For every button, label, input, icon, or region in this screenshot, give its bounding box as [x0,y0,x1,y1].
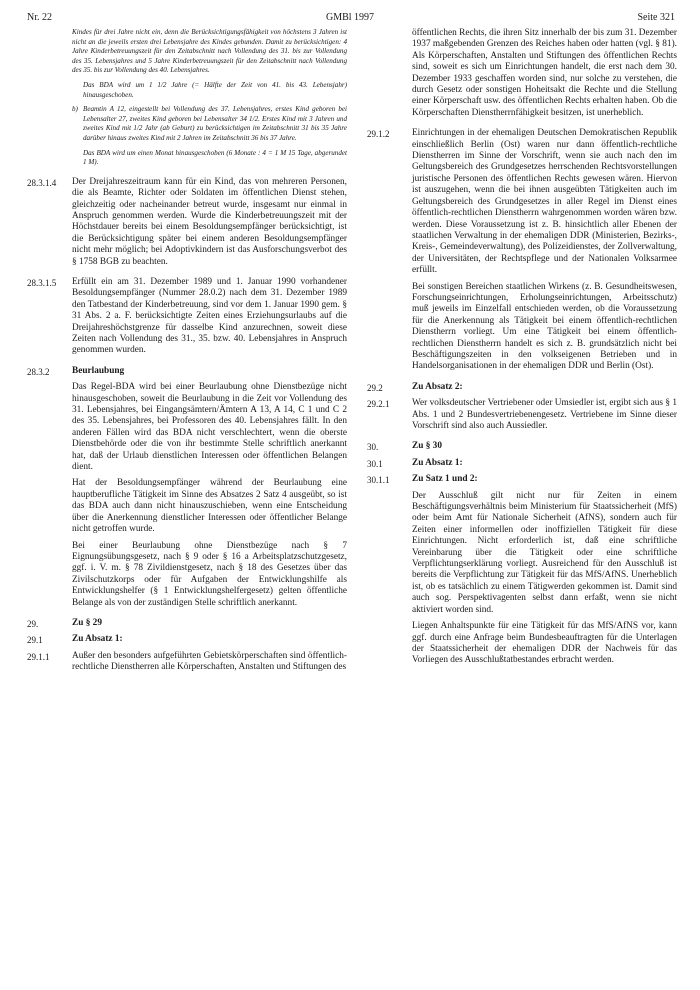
section-number: 28.3.1.4 [27,177,57,188]
section-number: 29.2.1 [367,399,390,410]
section-28-3-2 [27,366,347,614]
section-29-1-2 [367,128,677,378]
page-label: Seite 321 [637,12,675,23]
paragraph: Das Regel-BDA wird bei einer Beurlaubung ohne Dienstbezüge nicht hinausgeschoben, soweit die Beurlaubung in die Zeit vor Vollendung des 31. Lebensjahres, bei Eingangsämtern/Ämtern A 13, A 14, C 1 und C 2 des 35. Lebensjahres, bei Professoren des 40. Lebensjahres fällt. In den anderen Fällen wird das BDA nicht verschlechtert, wenn die oberste Dienstbehörde oder die von ihr bestimmte Stelle schriftlich anerkannt hat, daß der Urlaub dienstlichen Interessen oder öffentlichen Belangen dient. [72,382,347,473]
example-text: Beamtin A 12, eingestellt bei Vollendung des 37. Lebensjahres, erstes Kind geboren bei Lebensalter 27, zweites Kind geboren bei Lebensalter 34 1/2. Erstes Kind mit 3 Jahren und zweites Kind mit 1/2 Jahr (ab Geburt) zu berücksichtigen im Zeitabschnitt 31 bis 35 Jahre darüber hinaus zweites Kind mit 2 Jahren im Zeitabschnitt 36 bis 37 Jahre. [83,105,347,142]
section-29-1 [27,634,347,650]
section-30-1-1 [367,474,677,672]
section-text: Wer volksdeutscher Vertriebener oder Umsiedler ist, ergibt sich aus § 1 Abs. 1 und 2 Bundesvertriebenengesetz. Vertriebene im Sinne dieser Vorschrift sind also auch Aussiedler. [412,398,677,431]
section-number: 29. [27,618,39,629]
section-number: 30. [367,442,379,453]
section-heading: Zu Satz 1 und 2: [412,474,478,485]
section-text: Einrichtungen in der ehemaligen Deutschen Demokratischen Republik einschließlich Berlin (Ost) waren nur dann öffentlich-rechtliche Dienstherren im Sinne der Vorschrift, wenn sie auch nach den im Geltungsbereich des Grundgesetzes herrschenden Rechtsvorstellungen juristische Personen des öffentlichen Rechts gewesen wären. Hiervon ist auszugehen, wenn die bei ihnen ausgeübten Tätigkeiten auch im Geltungsbereich des Grundgesetzes in aller Regel im Dienst eines öffentlich-rechtlichen Dienstherrn wahrgenommen worden wären bzw. werden. Diese Voraussetzung ist z. B. hinsichtlich aller Ebenen der staatlichen Verwaltung in der ehemaligen DDR (Ministerien, Bezirks-, Kreis-, Gemeindeverwaltung), des Polizeidienstes, der Zollverwaltung, der Universitäten, der Rechtspflege und der Nationalen Volksarmee erfüllt. [412,128,677,276]
section-heading: Zu Absatz 2: [412,381,463,392]
right-column [367,28,677,672]
example-note: Kindes für drei Jahre nicht ein, denn die Berücksichtigungsfähigkeit von höchstens 3 Jahren ist nicht an die jeweils ersten drei Lebensjahre des Kindes gebunden. Damit zu berücksichtigen: 4 Jahre Kinderbetreuungszeit für den Zeitabschnitt nach Vollendung des 31. bis zur Vollendung des 35. Lebensjahres und 5 Jahre Kinderbetreuungszeit für den Zeitabschnitt nach Vollendung des 35. bis zur Vollendung des 40. Lebensjahres. [72,28,347,75]
section-29 [27,618,347,634]
section-text: Der Dreijahreszeitraum kann für ein Kind, das von mehreren Personen, die als Beamte, Richter oder Soldaten im öffentlichen Dienst stehen, gleichzeitig oder nacheinander betreut wurde, insgesamt nur einmal in Anspruch genommen werden. Wurde die Kinderbetreuungszeit mit der Höchstdauer bereits bei einem Besoldungsempfänger berücksichtigt, ist die Berücksichtigung später bei einem anderen Besoldungsempfänger nicht mehr möglich; bei Adoptivkindern ist das Ausforschungsverbot des § 1758 BGB zu beachten. [72,176,347,267]
paragraph: Liegen Anhaltspunkte für eine Tätigkeit für das MfS/AfNS vor, kann ggf. durch eine Anfrage beim Bundesbeauftragten für die Unterlagen der Staatssicherheit der ehemaligen DDR der Nachweis für das Vorliegen des Ausschlußtatbestandes erbracht werden. [412,621,677,666]
section-number: 28.3.2 [27,366,50,377]
section-number: 29.1 [27,635,43,646]
section-text: Erfüllt ein am 31. Dezember 1989 und 1. Januar 1990 vorhandener Besoldungsempfänger (Nummer 28.0.2) nach dem 31. Dezember 1989 den Tatbestand der Kinderbetreuung, sind vor dem 1. Januar 1990 gem. § 31 Abs. 2 a. F. berücksichtigte Zeiten eines Erziehungsurlaubs auf die Dreijahreshöchstgrenze für dasselbe Kind anzurechnen, soweit diese Zeiten nach Vollendung des 31., 35. bzw. 40. Lebensjahres in Anspruch genommen wurden. [72,276,347,356]
section-text: öffentlichen Rechts, die ihren Sitz innerhalb der bis zum 31. Dezember 1937 maßgebenden Grenzen des Reiches haben oder hatten (vgl. § 81). Als Körperschaften, Anstalten und Stiftungen des öffentlichen Rechts sind, soweit es sich um Einrichtungen handelt, die erst nach dem 30. Dezember 1933 geschaffen worden sind, nur solche zu verstehen, die durch Gesetz oder sonstigen Hoheitsakt die Rechte und die Stellung einer Körperschaft usw. des öffentlichen Rechts erhalten haben. Ob die Körperschaften Dienstherrnfähigkeit besitzen, ist unerheblich. [412,28,677,118]
section-heading: Zu § 30 [412,441,442,452]
section-29-1-1-continued [367,28,677,124]
example-note: Das BDA wird um einen Monat hinausgeschoben (6 Monate : 4 = 1 M 15 Tage, abgerundet 1 M). [83,148,347,167]
section-29-2-1 [367,398,677,437]
section-number: 29.1.2 [367,129,390,140]
section-30-1 [367,458,677,474]
section-30 [367,441,677,457]
section-number: 29.1.1 [27,651,50,662]
paragraph: Der Ausschluß gilt nicht nur für Zeiten in einem Beschäftigungsverhältnis beim Ministerium für Staatssicherheit (MfS) oder beim Amt für Nationale Sicherheit (AfNS), sondern auch für Zeiten einer informellen oder inoffiziellen Tätigkeit für diese Einrichtungen. Nicht erforderlich ist, daß eine schriftliche Vereinbarung über die Tätigkeit oder eine schriftliche Verpflichtungserklärung vorliegt. Ausreichend für den Ausschluß ist bereits die Verpflichtung zur Tätigkeit für das MfS/AfNS. Unerheblich ist, ob es tatsächlich zu einem Tätigwerden gekommen ist. Damit sind auch sog. Perspektivagenten selbst dann erfaßt, wenn sie nicht aktiviert worden sind. [412,490,677,615]
example-note: Das BDA wird um 1 1/2 Jahre (= Hälfte der Zeit von 41. bis 43. Lebensjahr) hinausgeschoben. [83,80,347,99]
section-28-3-1-5 [27,277,347,362]
section-text: Außer den besonders aufgeführten Gebietskörperschaften sind öffentlich-rechtliche Dienstherren alle Körperschaften, Anstalten und Stiftungen des [72,650,347,673]
paragraph: Bei sonstigen Bereichen staatlichen Wirkens (z. B. Gesundheitswesen, Forschungseinrichtungen, Erholungseinrichtungen, Arbeitsschutz) muß jeweils im Einzelfall entschieden werden, ob die Voraussetzung für die Anerkennung als Tätigkeit bei einem öffentlich-rechtlichen Dienstherrn vorliegt. Um eine Tätigkeit bei einem öffentlich-rechtlichen Dienstherrn handelt es sich z. B. grundsätzlich nicht bei Beschäftigungszeiten in den volkseigenen Betrieben und in Handelsorganisationen in der ehemaligen DDR und Berlin (Ost). [412,281,677,372]
section-heading: Zu Absatz 1: [72,634,123,645]
section-29-2 [367,382,677,398]
section-number: 30.1 [367,458,383,469]
section-number: 29.2 [367,382,383,393]
section-number: 28.3.1.5 [27,277,57,288]
section-heading: Beurlaubung [72,365,125,376]
paragraph: Bei einer Beurlaubung ohne Dienstbezüge nach § 7 Eignungsübungsgesetz, nach § 9 oder § 16 a Arbeitsplatzschutzgesetz, ggf. i. V. m. § 78 Zivildienstgesetz, nach § 18 des Gesetzes über das Zivilschutzkorps oder für Aufgaben der Entwicklungshilfe als Entwicklungshelfer (§ 1 Entwicklungshelfergesetz) gelten öffentliche Belange als von der zuständigen Stelle schriftlich anerkannt. [72,540,347,608]
section-28-3-1-4 [27,177,347,273]
example-label: b) [72,105,78,114]
section-number: 30.1.1 [367,475,390,486]
section-29-1-1 [27,651,347,679]
journal-title: GMBl 1997 [325,12,375,23]
section-heading: Zu § 29 [72,617,102,628]
page-number-label: Nr. 22 [27,12,52,23]
paragraph: Hat der Besoldungsempfänger während der Beurlaubung eine hauptberufliche Tätigkeit im Sinne des Absatzes 2 Satz 4 ausgeübt, so ist das BDA auch dann nicht hinauszuschieben, wenn eine Entscheidung über die Anerkennung dienstlicher Interessen oder öffentlicher Belange nicht getroffen wurde. [72,478,347,535]
section-heading: Zu Absatz 1: [412,457,463,468]
example-item-b [72,105,347,143]
left-column [27,28,347,679]
